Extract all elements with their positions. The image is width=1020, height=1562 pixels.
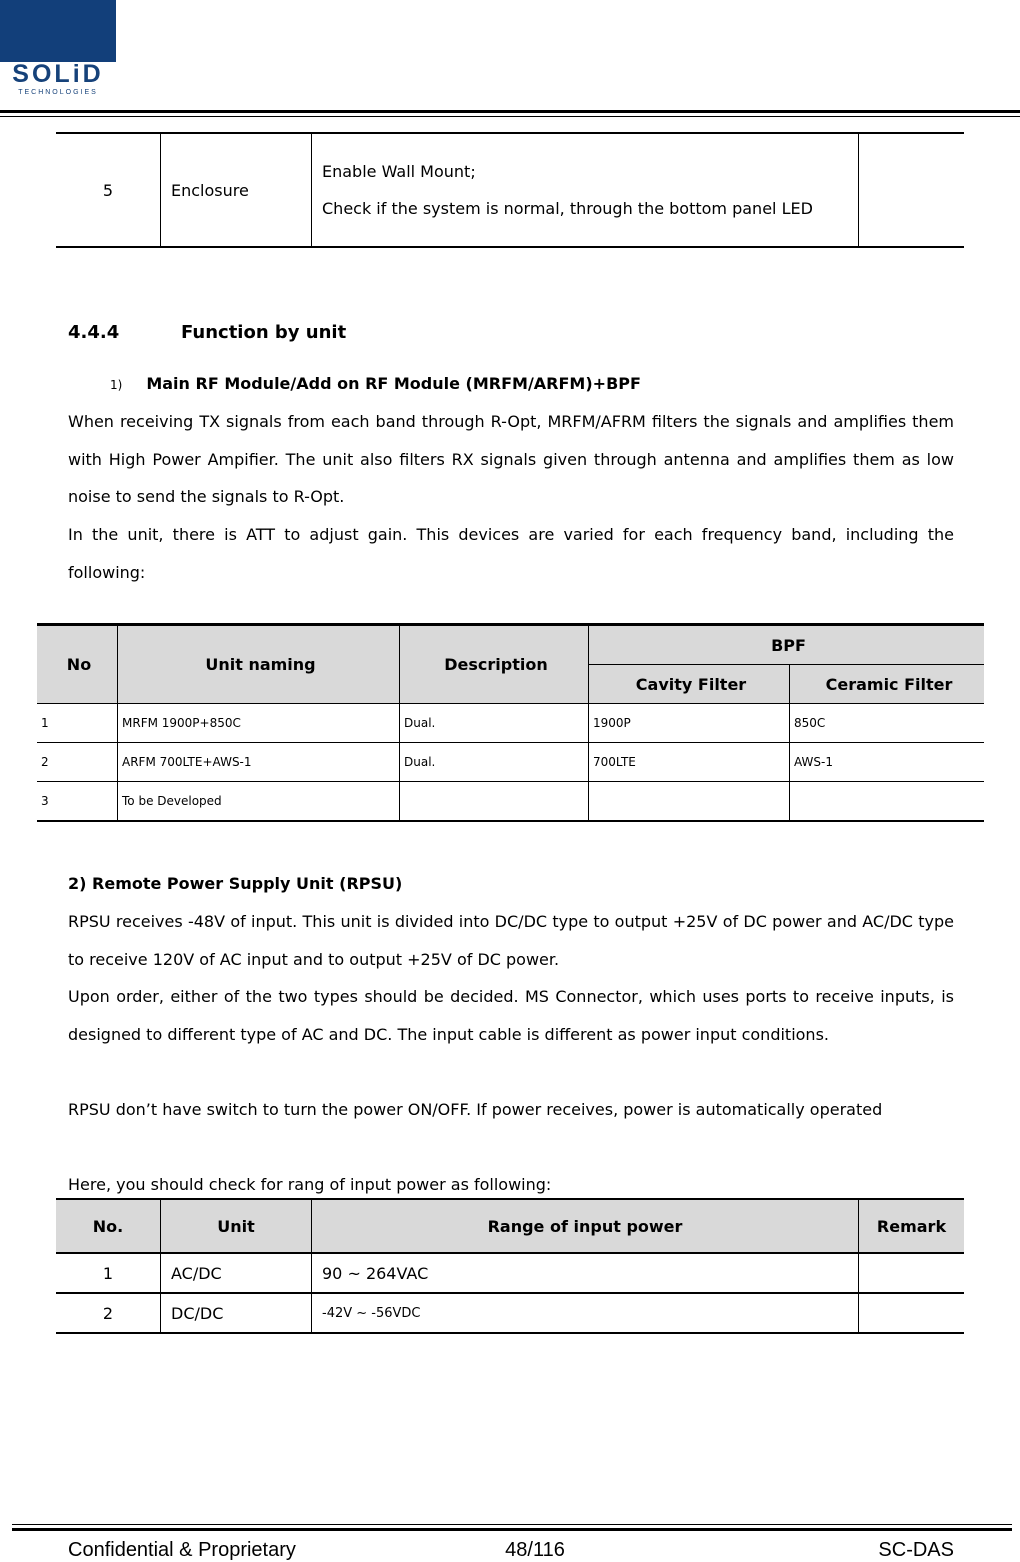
table-row <box>56 1253 964 1293</box>
cell-remark <box>859 133 965 247</box>
cell-range: -42V ~ -56VDC <box>312 1293 859 1333</box>
cell-remark <box>859 1293 965 1333</box>
desc-line: Enable Wall Mount; <box>322 162 476 181</box>
header-no: No <box>37 625 118 704</box>
cell-ceramic <box>790 782 985 822</box>
footer-confidential: Confidential & Proprietary <box>68 1539 296 1561</box>
header-remark: Remark <box>859 1199 965 1253</box>
header-description: Description <box>400 625 589 704</box>
cell-no: 2 <box>37 743 118 782</box>
footer-rule <box>12 1528 1012 1531</box>
cell-item: Enclosure <box>161 133 312 247</box>
cell-cavity: 700LTE <box>589 743 790 782</box>
header-unit: Unit naming <box>118 625 400 704</box>
cell-no: 1 <box>56 1253 161 1293</box>
header-no: No. <box>56 1199 161 1253</box>
subsection-heading <box>110 374 641 393</box>
logo-mark <box>0 0 116 62</box>
cell-unit: AC/DC <box>161 1253 312 1293</box>
cell-no: 5 <box>56 133 161 247</box>
header-range: Range of input power <box>312 1199 859 1253</box>
table-row <box>37 782 984 822</box>
company-logo <box>0 0 116 100</box>
table-header-row <box>37 625 984 665</box>
table-row <box>37 743 984 782</box>
header-rule <box>0 110 1020 113</box>
paragraph: In the unit, there is ATT to adjust gain. This devices are varied for each frequency band, including the following: <box>68 525 954 582</box>
unit-table <box>37 623 984 822</box>
table-row <box>56 133 964 247</box>
subsection-title: Main RF Module/Add on RF Module (MRFM/ARFM)+BPF <box>146 374 641 393</box>
header-bpf: BPF <box>589 625 985 665</box>
table-header-row <box>56 1199 964 1253</box>
cell-desc: Dual. <box>400 704 589 743</box>
cell-ceramic: 850C <box>790 704 985 743</box>
paragraph: RPSU don’t have switch to turn the power ON/OFF. If power receives, power is automatically operated <box>68 1100 883 1119</box>
logo-subtext: TECHNOLOGIES <box>18 89 98 96</box>
header-cavity: Cavity Filter <box>589 665 790 704</box>
footer-doc-id: SC-DAS <box>878 1539 954 1561</box>
paragraph: Upon order, either of the two types should be decided. MS Connector, which uses ports to receive inputs, is designed to different type of AC and DC. The input cable is different as power input conditions. <box>68 987 954 1044</box>
cell-desc: Dual. <box>400 743 589 782</box>
section-heading <box>68 322 347 343</box>
cell-unit: ARFM 700LTE+AWS-1 <box>118 743 400 782</box>
cell-ceramic: AWS-1 <box>790 743 985 782</box>
subsection-number: 1) <box>110 378 123 392</box>
cell-remark <box>859 1253 965 1293</box>
cell-unit: To be Developed <box>118 782 400 822</box>
cell-description <box>312 133 859 247</box>
footer-page-number: 48/116 <box>505 1539 565 1561</box>
cell-unit: MRFM 1900P+850C <box>118 704 400 743</box>
paragraph: RPSU receives -48V of input. This unit is divided into DC/DC type to output +25V of DC power and AC/DC type to receive 120V of AC input and to output +25V of DC power. <box>68 912 954 969</box>
paragraph: When receiving TX signals from each band through R-Opt, MRFM/AFRM filters the signals and amplifies them with High Power Ampifier. The unit also filters RX signals given through antenna and amplifies them as low noise to send the signals to R-Opt. <box>68 412 954 506</box>
logo-text: SOLiD <box>12 60 104 88</box>
section-title: Function by unit <box>181 322 347 343</box>
cell-no: 3 <box>37 782 118 822</box>
cell-unit: DC/DC <box>161 1293 312 1333</box>
header-unit: Unit <box>161 1199 312 1253</box>
header-rule-thin <box>0 116 1020 117</box>
cell-cavity <box>589 782 790 822</box>
power-table <box>56 1198 964 1334</box>
cell-no: 2 <box>56 1293 161 1333</box>
header-ceramic: Ceramic Filter <box>790 665 985 704</box>
subsection-heading: 2) Remote Power Supply Unit (RPSU) <box>68 874 403 893</box>
table-row <box>56 1293 964 1333</box>
cell-desc <box>400 782 589 822</box>
cell-no: 1 <box>37 704 118 743</box>
cell-cavity: 1900P <box>589 704 790 743</box>
paragraph: Here, you should check for rang of input power as following: <box>68 1175 552 1194</box>
footer-rule-thin <box>12 1524 1012 1525</box>
cell-range: 90 ~ 264VAC <box>312 1253 859 1293</box>
desc-line: Check if the system is normal, through the bottom panel LED <box>322 199 813 218</box>
table-row <box>37 704 984 743</box>
section-number: 4.4.4 <box>68 322 120 343</box>
enclosure-table <box>56 132 964 248</box>
